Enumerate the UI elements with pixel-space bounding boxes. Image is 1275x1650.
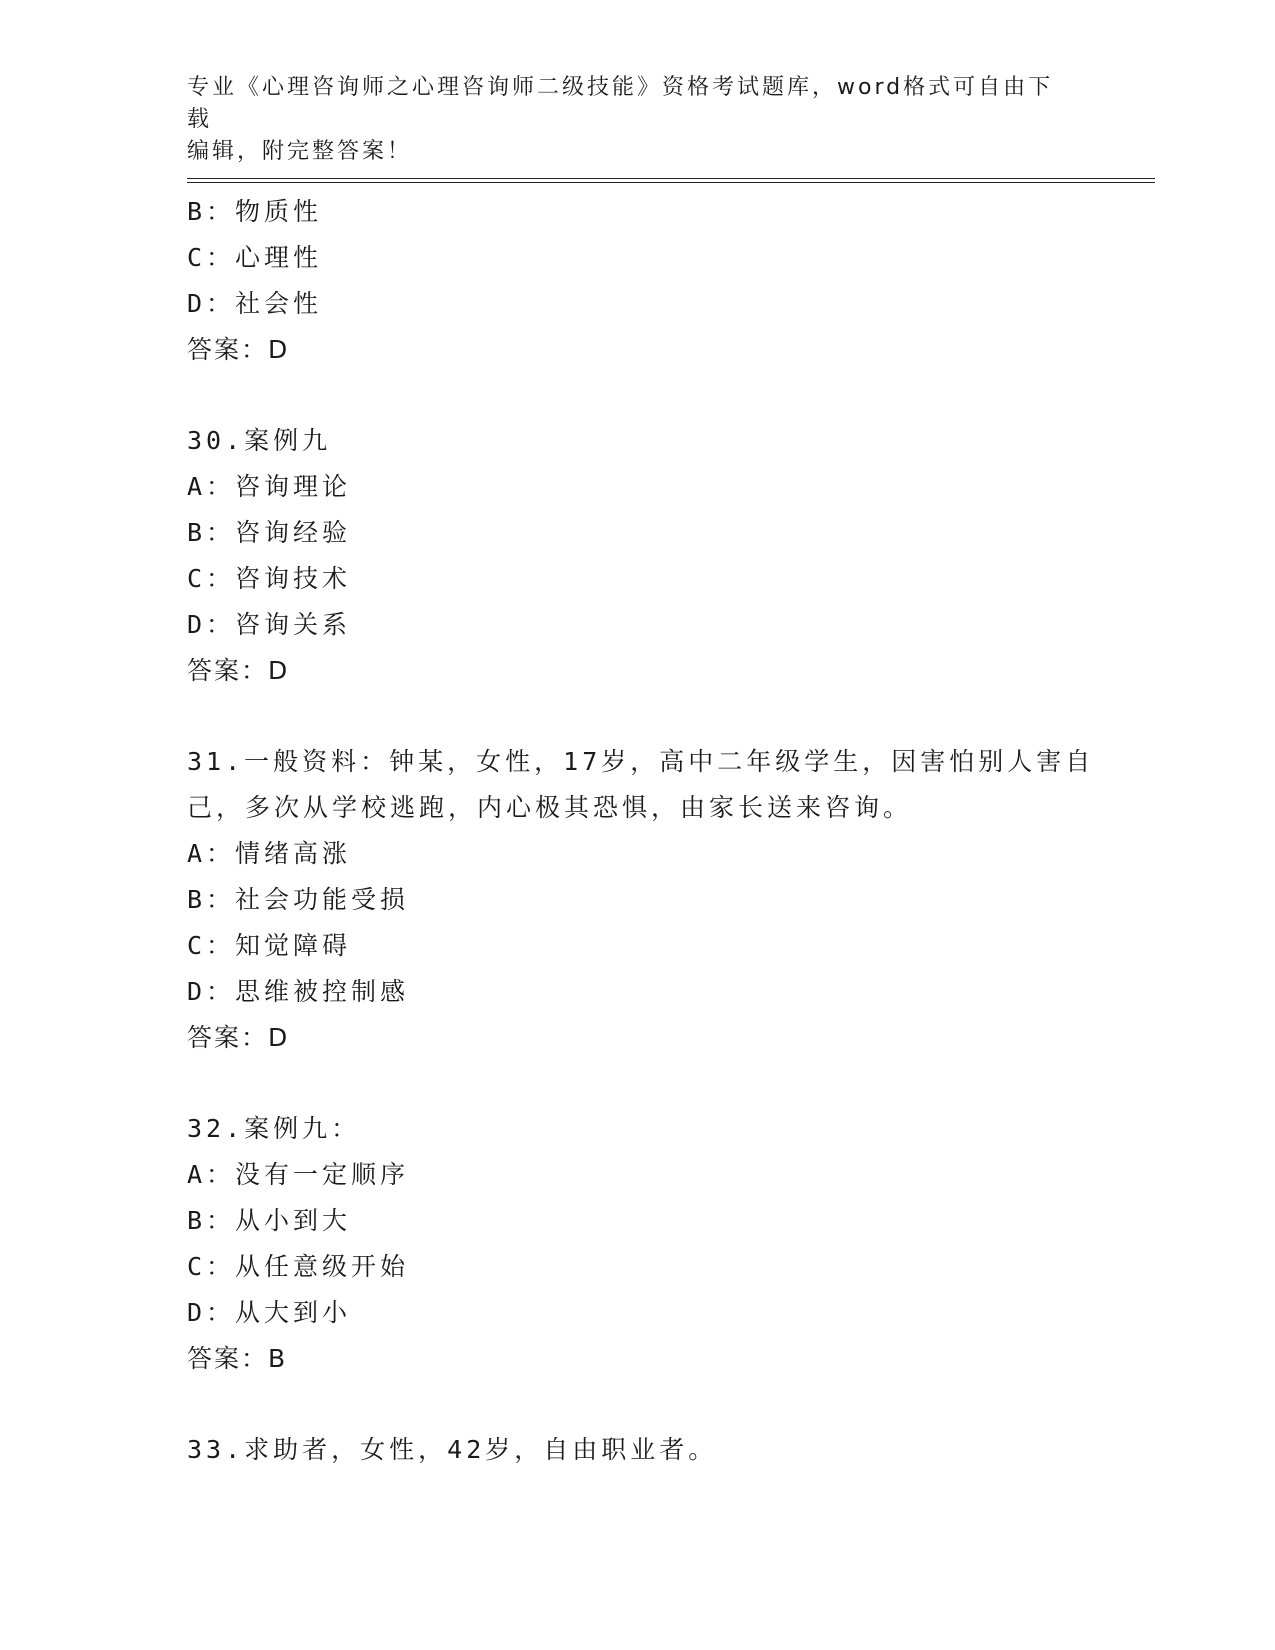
option-d: D：咨询关系 — [187, 610, 352, 639]
header-divider-bottom — [187, 182, 1155, 183]
spacer — [187, 1061, 1117, 1106]
question-stem: 30.案例九 — [187, 426, 332, 455]
option-a: A：没有一定顺序 — [187, 1160, 410, 1189]
question-block-partial — [187, 189, 1117, 373]
option-b: B：物质性 — [187, 197, 323, 226]
option-d: D：思维被控制感 — [187, 977, 410, 1006]
spacer — [187, 373, 1117, 418]
answer-line: 答案：D — [187, 1023, 290, 1052]
option-b: B：社会功能受损 — [187, 885, 410, 914]
question-stem: 32.案例九： — [187, 1114, 361, 1143]
option-c: C：知觉障碍 — [187, 931, 352, 960]
header-divider-top — [187, 178, 1155, 179]
question-stem: 33.求助者，女性，42岁，自由职业者。 — [187, 1435, 718, 1464]
answer-line: 答案：D — [187, 656, 290, 685]
spacer — [187, 694, 1117, 739]
question-block-32 — [187, 1106, 1117, 1382]
option-c: C：咨询技术 — [187, 564, 352, 593]
question-block-30 — [187, 418, 1117, 694]
option-d: D：从大到小 — [187, 1298, 352, 1327]
option-c: C：心理性 — [187, 243, 323, 272]
option-a: A：咨询理论 — [187, 472, 352, 501]
question-stem-line-1: 31.一般资料：钟某，女性，17岁，高中二年级学生，因害怕别人害自 — [187, 747, 1095, 776]
answer-line: 答案：D — [187, 335, 290, 364]
document-header — [187, 72, 1067, 168]
option-d: D：社会性 — [187, 289, 323, 318]
spacer — [187, 1382, 1117, 1427]
question-block-31 — [187, 739, 1117, 1061]
answer-line: 答案：B — [187, 1344, 288, 1373]
option-c: C：从任意级开始 — [187, 1252, 410, 1281]
header-line-1: 专业《心理咨询师之心理咨询师二级技能》资格考试题库，word格式可自由下载 — [187, 75, 1054, 132]
option-b: B：咨询经验 — [187, 518, 352, 547]
question-block-33 — [187, 1427, 1117, 1473]
option-b: B：从小到大 — [187, 1206, 352, 1235]
question-list — [187, 189, 1117, 1473]
header-line-2: 编辑，附完整答案！ — [187, 139, 413, 164]
option-a: A：情绪高涨 — [187, 839, 352, 868]
question-stem-line-2: 己，多次从学校逃跑，内心极其恐惧，由家长送来咨询。 — [187, 793, 913, 822]
